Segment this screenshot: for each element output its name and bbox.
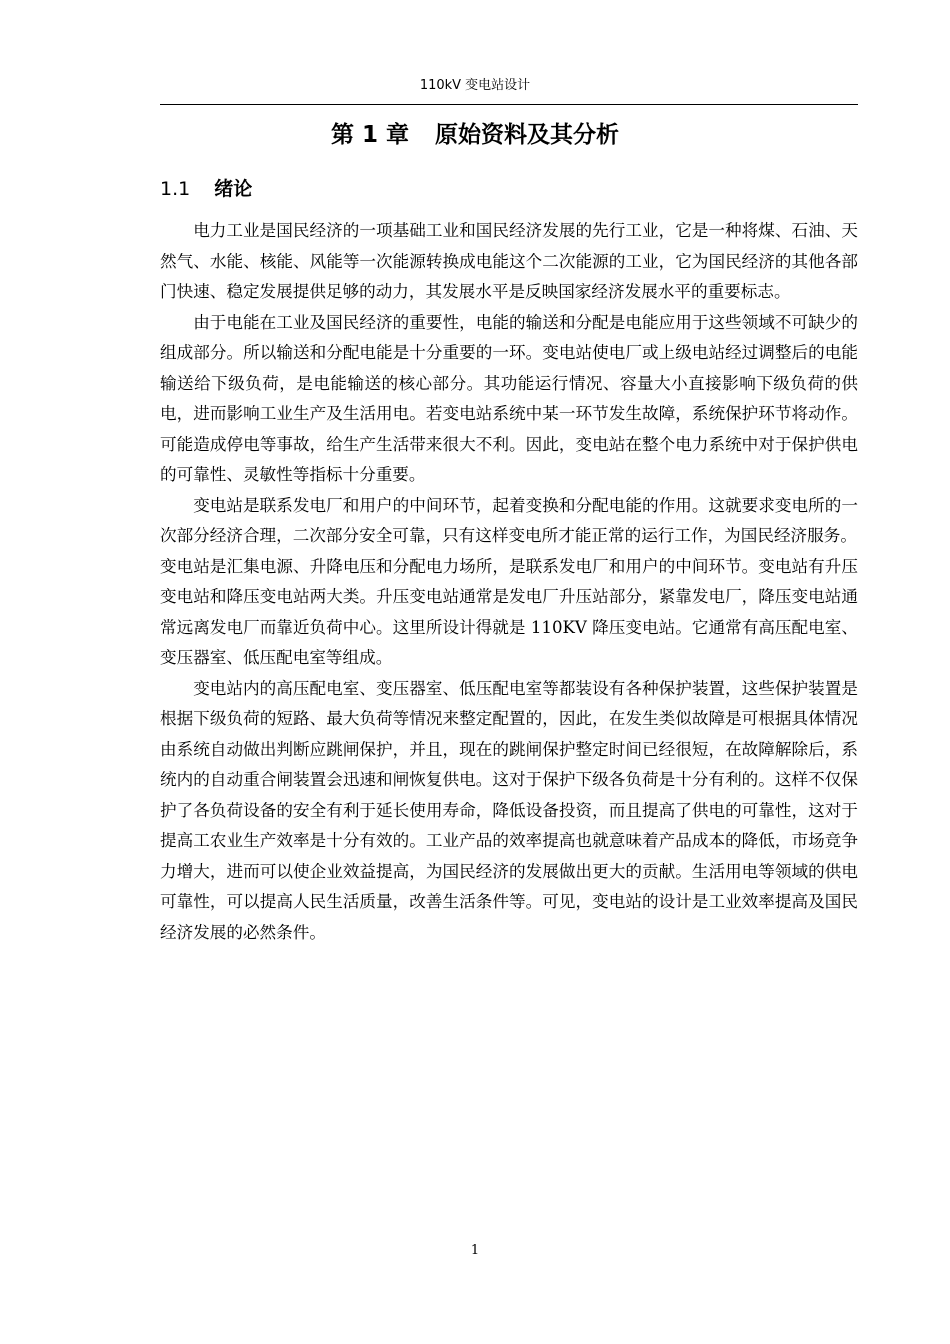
section-title: 绪论: [214, 178, 253, 200]
paragraph: 变电站是联系发电厂和用户的中间环节，起着变换和分配电能的作用。这就要求变电所的一次部分经济合理，二次部分安全可靠，只有这样变电所才能正常的运行工作，为国民经济服务。: [160, 495, 858, 545]
section-number: 1.1: [160, 178, 191, 200]
paragraph: 电力工业是国民经济的一项基础工业和国民经济发展的先行工业，它是一种将煤、石油、天然气、水能、核能、风能等一次能源转换成电能这个二次能源的工业，它为国民经济的其他各部门快速、稳定发展提供足够的动力，其发展水平是反映国家经济发展水平的重要标志。: [160, 221, 858, 301]
page-number: 1: [470, 1243, 480, 1258]
paragraph: 变电站内的高压配电室、变压器室、低压配电室等都装设有各种保护装置，这些保护装置是根据下级负荷的短路、最大负荷等情况来整定配置的，因此，在发生类似故障是可根据具体情况由系统自动做出判断应跳闸保护，并且，现在的跳闸保护整定时间已经很短，在故障解除后，系统内的自动重合闸装置会迅速和闸恢复供电。这对于保护下级各负荷是十分有利的。这样不仅保护了各负荷设备的安全有利于延长使用寿命，降低设备投资，而且提高了供电的可靠性，这对于提高工农业生产效率是十分有效的。工业产品的效率提高也就意味着产品成本的降低，市场竞争力增大，进而可以使企业效益提高，为国民经济的发展做出更大的贡献。生活用电等领域的供电可靠性，可以提高人民生活质量，改善生活条件等。可见，变电站的设计是工业效率提高及国民经济发展的必然条件。: [160, 678, 858, 942]
chapter-title: 原始资料及其分析: [435, 122, 620, 148]
chapter-number: 第 1 章: [330, 122, 410, 148]
paragraph: 变电站是汇集电源、升降电压和分配电力场所，是联系发电厂和用户的中间环节。变电站有升压变电站和降压变电站两大类。升压变电站通常是发电厂升压站部分，紧靠发电厂，降压变电站通常远离发电厂而靠近负荷中心。这里所设计得就是 110KV 降压变电站。它通常有高压配电室、变压器室、低压配电室等组成。: [160, 556, 858, 667]
running-header: 110kV 变电站设计: [419, 78, 531, 93]
section-heading: [160, 174, 252, 201]
paragraph: 由于电能在工业及国民经济的重要性，电能的输送和分配是电能应用于这些领域不可缺少的组成部分。所以输送和分配电能是十分重要的一环。变电站使电厂或上级电站经过调整后的电能输送给下级负荷，是电能输送的核心部分。其功能运行情况、容量大小直接影响下级负荷的供电，进而影响工业生产及生活用电。若变电站系统中某一环节发生故障，系统保护环节将动作。可能造成停电等事故，给生产生活带来很大不利。因此，变电站在整个电力系统中对于保护供电的可靠性、灵敏性等指标十分重要。: [160, 312, 858, 484]
body-text: [160, 216, 858, 948]
chapter-heading: [0, 116, 950, 149]
header-divider: [160, 104, 858, 105]
